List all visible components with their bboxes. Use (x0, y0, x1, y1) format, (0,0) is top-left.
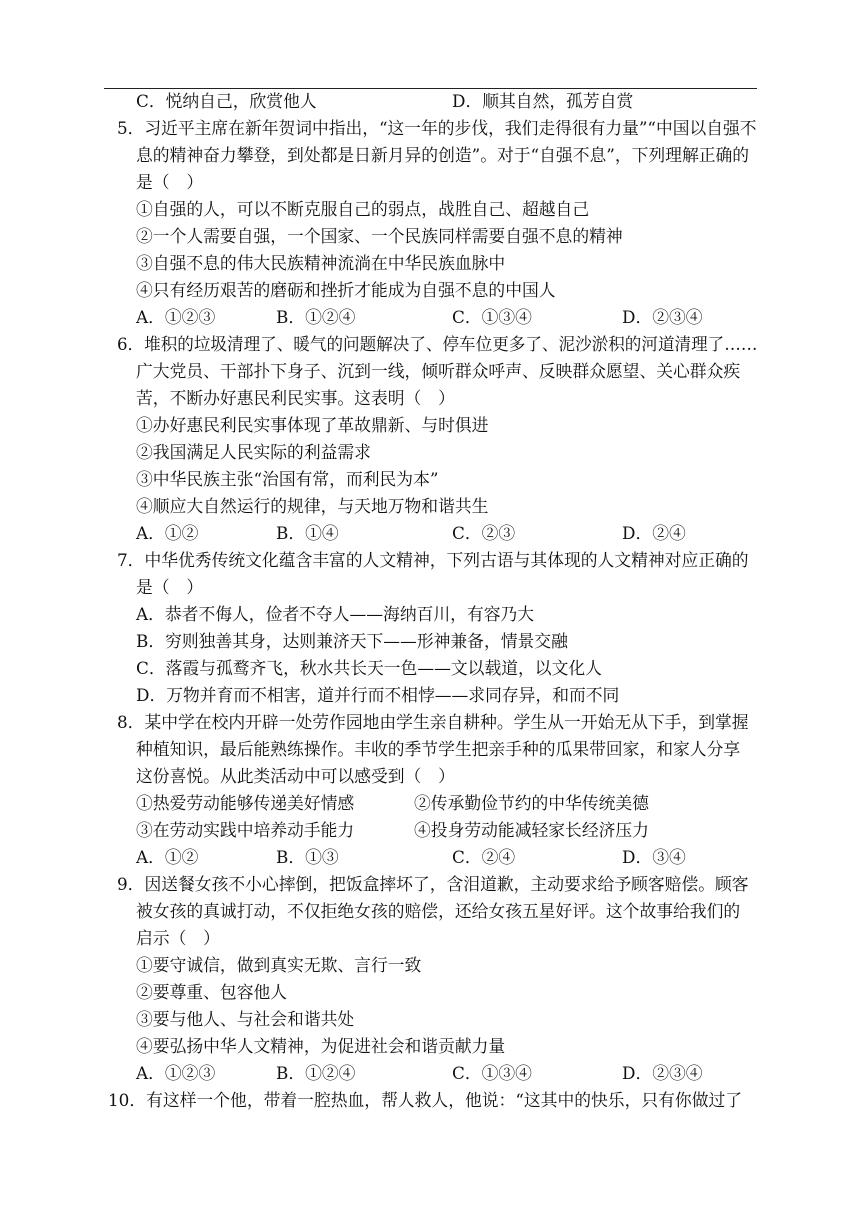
q5-option-c: C．①③④ (452, 307, 532, 327)
q5-stem-line-1: 5．习近平主席在新年贺词中指出，“这一年的步伐，我们走得很有力量”“中国以自强不 (117, 118, 757, 138)
q4-option-d: D．顺其自然，孤芳自赏 (452, 91, 634, 111)
q5-stem-line-2: 息的精神奋力攀登，到处都是日新月异的创造”。对于“自强不息”，下列理解正确的 (136, 145, 750, 165)
q9-stem-line-3: 启示（ ） (136, 928, 220, 948)
q4-option-c: C．悦纳自己，欣赏他人 (136, 91, 317, 111)
q9-stem-line-2: 被女孩的真诚打动，不仅拒绝女孩的赔偿，还给女孩五星好评。这个故事给我们的 (136, 901, 741, 921)
q6-option-a: A．①② (136, 523, 199, 543)
q7-choice-b: B．穷则独善其身，达则兼济天下——形神兼备，情景交融 (136, 631, 568, 651)
q6-stem-line-1: 6．堆积的垃圾清理了、暖气的问题解决了、停车位更多了、泥沙淤积的河道清理了…… (117, 334, 758, 354)
q8-stem-line-1: 8．某中学在校内开辟一处劳作园地由学生亲自耕种。学生从一开始无从下手，到掌握 (117, 712, 749, 732)
q7-stem-line-1: 7．中华优秀传统文化蕴含丰富的人文精神，下列古语与其体现的人文精神对应正确的 (117, 550, 749, 570)
q8-stem-line-3: 这份喜悦。从此类活动中可以感受到（ ） (136, 766, 455, 786)
q9-option-d: D．②③④ (622, 1063, 703, 1083)
q5-option-b: B．①②④ (276, 307, 356, 327)
q8-item-2: ②传承勤俭节约的中华传统美德 (414, 793, 649, 813)
q7-stem-line-2: 是（ ） (136, 577, 204, 597)
q8-option-a: A．①② (136, 847, 199, 867)
q9-item-3: ③要与他人、与社会和谐共处 (136, 1009, 355, 1029)
q5-item-4: ④只有经历艰苦的磨砺和挫折才能成为自强不息的中国人 (136, 280, 556, 300)
q6-item-4: ④顺应大自然运行的规律，与天地万物和谐共生 (136, 496, 489, 516)
q8-stem-line-2: 种植知识，最后能熟练操作。丰收的季节学生把亲手种的瓜果带回家，和家人分享 (136, 739, 741, 759)
q8-option-d: D．③④ (622, 847, 686, 867)
q8-item-3: ③在劳动实践中培养动手能力 (136, 820, 355, 840)
q5-option-a: A．①②③ (136, 307, 216, 327)
q5-option-d: D．②③④ (622, 307, 703, 327)
q6-option-b: B．①④ (276, 523, 339, 543)
q6-item-1: ①办好惠民利民实事体现了革故鼎新、与时俱进 (136, 415, 489, 435)
q6-option-c: C．②③ (452, 523, 516, 543)
q5-item-1: ①自强的人，可以不断克服自己的弱点，战胜自己、超越自己 (136, 199, 590, 219)
q5-item-2: ②一个人需要自强，一个国家、一个民族同样需要自强不息的精神 (136, 226, 623, 246)
q9-option-a: A．①②③ (136, 1063, 216, 1083)
q8-item-1: ①热爱劳动能够传递美好情感 (136, 793, 355, 813)
q9-item-2: ②要尊重、包容他人 (136, 982, 288, 1002)
q6-option-d: D．②④ (622, 523, 686, 543)
q9-option-c: C．①③④ (452, 1063, 532, 1083)
q9-stem-line-1: 9．因送餐女孩不小心摔倒，把饭盒摔坏了，含泪道歉，主动要求给予顾客赔偿。顾客 (117, 874, 749, 894)
q10-stem-line-1: 10．有这样一个他，带着一腔热血，帮人救人，他说：“这其中的快乐，只有你做过了 (108, 1090, 743, 1110)
q6-item-3: ③中华民族主张“治国有常，而利民为本” (136, 469, 439, 489)
q9-option-b: B．①②④ (276, 1063, 356, 1083)
q8-option-c: C．②④ (452, 847, 516, 867)
q5-stem-line-3: 是（ ） (136, 172, 204, 192)
header-rule (104, 88, 757, 89)
q6-item-2: ②我国满足人民实际的利益需求 (136, 442, 371, 462)
q5-item-3: ③自强不息的伟大民族精神流淌在中华民族血脉中 (136, 253, 506, 273)
q6-stem-line-3: 苦，不断办好惠民利民实事。这表明（ ） (136, 388, 455, 408)
q8-item-4: ④投身劳动能减轻家长经济压力 (414, 820, 649, 840)
q7-choice-d: D．万物并育而不相害，道并行而不相悖——求同存异，和而不同 (136, 685, 620, 705)
q8-option-b: B．①③ (276, 847, 339, 867)
q9-item-4: ④要弘扬中华人文精神，为促进社会和谐贡献力量 (136, 1036, 506, 1056)
q6-stem-line-2: 广大党员、干部扑下身子、沉到一线，倾听群众呼声、反映群众愿望、关心群众疾 (136, 361, 741, 381)
q9-item-1: ①要守诚信，做到真实无欺、言行一致 (136, 955, 422, 975)
q7-choice-a: A．恭者不侮人，俭者不夺人——海纳百川，有容乃大 (136, 604, 535, 624)
q7-choice-c: C．落霞与孤鹜齐飞，秋水共长天一色——文以载道，以文化人 (136, 658, 602, 678)
